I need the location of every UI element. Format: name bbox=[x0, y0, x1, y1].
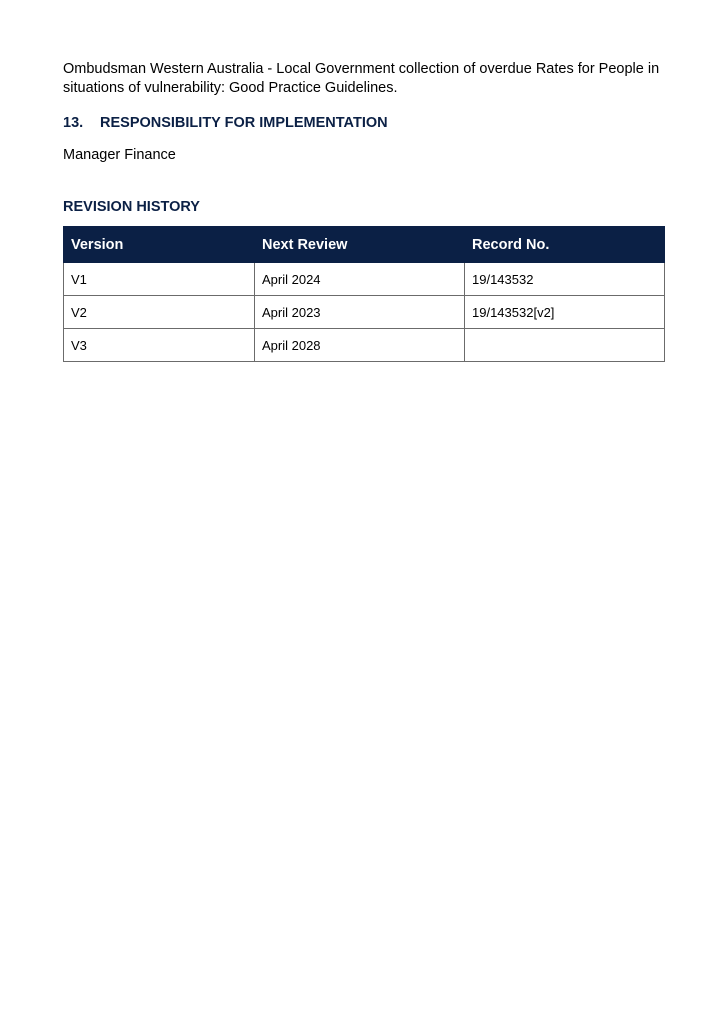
document-page bbox=[63, 60, 665, 362]
table-row bbox=[64, 296, 665, 329]
revision-history-table bbox=[63, 226, 665, 362]
section-title: RESPONSIBILITY FOR IMPLEMENTATION bbox=[100, 115, 388, 131]
version-cell: V3 bbox=[64, 329, 255, 362]
next-review-cell: April 2024 bbox=[255, 263, 465, 296]
section-heading bbox=[63, 114, 665, 133]
record-no-cell bbox=[465, 329, 665, 362]
column-header-version: Version bbox=[64, 227, 255, 263]
reference-paragraph: Ombudsman Western Australia - Local Government collection of overdue Rates for People in situations of vulnerability: Good Practice Guidelines. bbox=[63, 61, 660, 96]
table-row bbox=[64, 329, 665, 362]
table-row bbox=[64, 263, 665, 296]
record-no-cell: 19/143532 bbox=[465, 263, 665, 296]
section-number: 13. bbox=[63, 115, 84, 131]
section-body: Manager Finance bbox=[63, 147, 176, 163]
next-review-cell: April 2023 bbox=[255, 296, 465, 329]
table-header-row bbox=[64, 227, 665, 263]
revision-history-title: REVISION HISTORY bbox=[63, 199, 200, 215]
record-no-cell: 19/143532[v2] bbox=[465, 296, 665, 329]
column-header-next-review: Next Review bbox=[255, 227, 465, 263]
column-header-record-no: Record No. bbox=[465, 227, 665, 263]
next-review-cell: April 2028 bbox=[255, 329, 465, 362]
version-cell: V1 bbox=[64, 263, 255, 296]
version-cell: V2 bbox=[64, 296, 255, 329]
